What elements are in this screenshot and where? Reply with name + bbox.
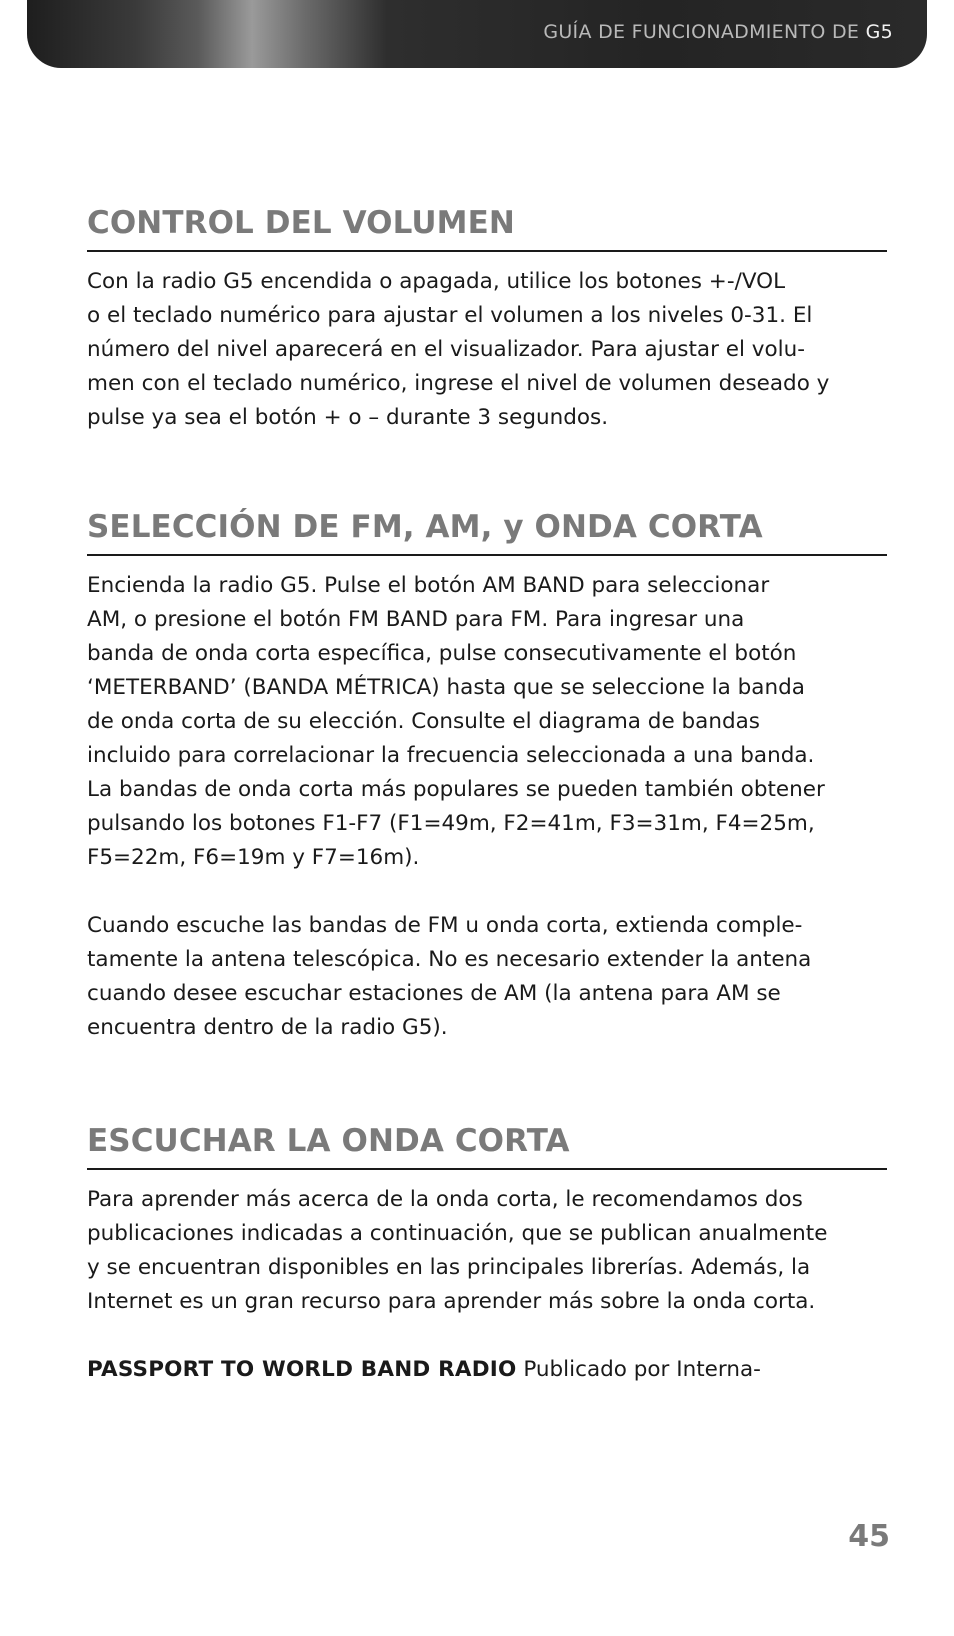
paragraph [87, 569, 887, 875]
text-line: La bandas de onda corta más populares se pueden también obtener [87, 777, 825, 802]
guide-title: GUÍA DE FUNCIONADMIENTO DE [543, 21, 860, 43]
section-title: CONTROL DEL VOLUMEN [87, 205, 887, 252]
section-title: SELECCIÓN DE FM, AM, y ONDA CORTA [87, 509, 887, 556]
text-line: Para aprender más acerca de la onda corta, le recomendamos dos [87, 1187, 803, 1212]
text-line: pulse ya sea el botón + o – durante 3 segundos. [87, 405, 609, 430]
text-line: pulsando los botones F1-F7 (F1=49m, F2=41m, F3=31m, F4=25m, [87, 811, 815, 836]
text-line: publicaciones indicadas a continuación, que se publican anualmente [87, 1221, 828, 1246]
text-line [87, 1353, 887, 1387]
text-line: ‘METERBAND’ (BANDA MÉTRICA) hasta que se seleccione la banda [87, 675, 805, 700]
text-line: Encienda la radio G5. Pulse el botón AM BAND para seleccionar [87, 573, 770, 598]
section-band-selection [87, 509, 887, 1045]
text-line: tamente la antena telescópica. No es necesario extender la antena [87, 947, 812, 972]
paragraph [87, 1183, 887, 1319]
section-volume-control [87, 205, 887, 435]
section-title: ESCUCHAR LA ONDA CORTA [87, 1123, 887, 1170]
model-name: G5 [865, 21, 893, 43]
text-line: men con el teclado numérico, ingrese el nivel de volumen deseado y [87, 371, 830, 396]
header-bar [27, 0, 927, 68]
section-listening-shortwave [87, 1123, 887, 1387]
text-line: Cuando escuche las bandas de FM u onda corta, extienda comple- [87, 913, 803, 938]
text-line: de onda corta de su elección. Consulte el diagrama de bandas [87, 709, 760, 734]
publication-title: PASSPORT TO WORLD BAND RADIO [87, 1357, 517, 1382]
text-line: número del nivel aparecerá en el visualizador. Para ajustar el volu- [87, 337, 806, 362]
text-line: F5=22m, F6=19m y F7=16m). [87, 845, 420, 870]
publication-paragraph [87, 1353, 887, 1387]
running-header [543, 21, 893, 43]
paragraph [87, 909, 887, 1045]
text-line: Con la radio G5 encendida o apagada, utilice los botones +-/VOL [87, 269, 786, 294]
text-line: banda de onda corta específica, pulse consecutivamente el botón [87, 641, 797, 666]
text-line: o el teclado numérico para ajustar el volumen a los niveles 0-31. El [87, 303, 813, 328]
publication-text: Publicado por Interna- [516, 1357, 761, 1382]
text-line: cuando desee escuchar estaciones de AM (la antena para AM se [87, 981, 781, 1006]
text-line: y se encuentran disponibles en las principales librerías. Además, la [87, 1255, 811, 1280]
page-number: 45 [848, 1519, 890, 1554]
text-line: incluido para correlacionar la frecuencia seleccionada a una banda. [87, 743, 815, 768]
text-line: AM, o presione el botón FM BAND para FM. Para ingresar una [87, 607, 745, 632]
paragraph [87, 265, 887, 435]
text-line: encuentra dentro de la radio G5). [87, 1015, 448, 1040]
text-line: Internet es un gran recurso para aprender más sobre la onda corta. [87, 1289, 816, 1314]
